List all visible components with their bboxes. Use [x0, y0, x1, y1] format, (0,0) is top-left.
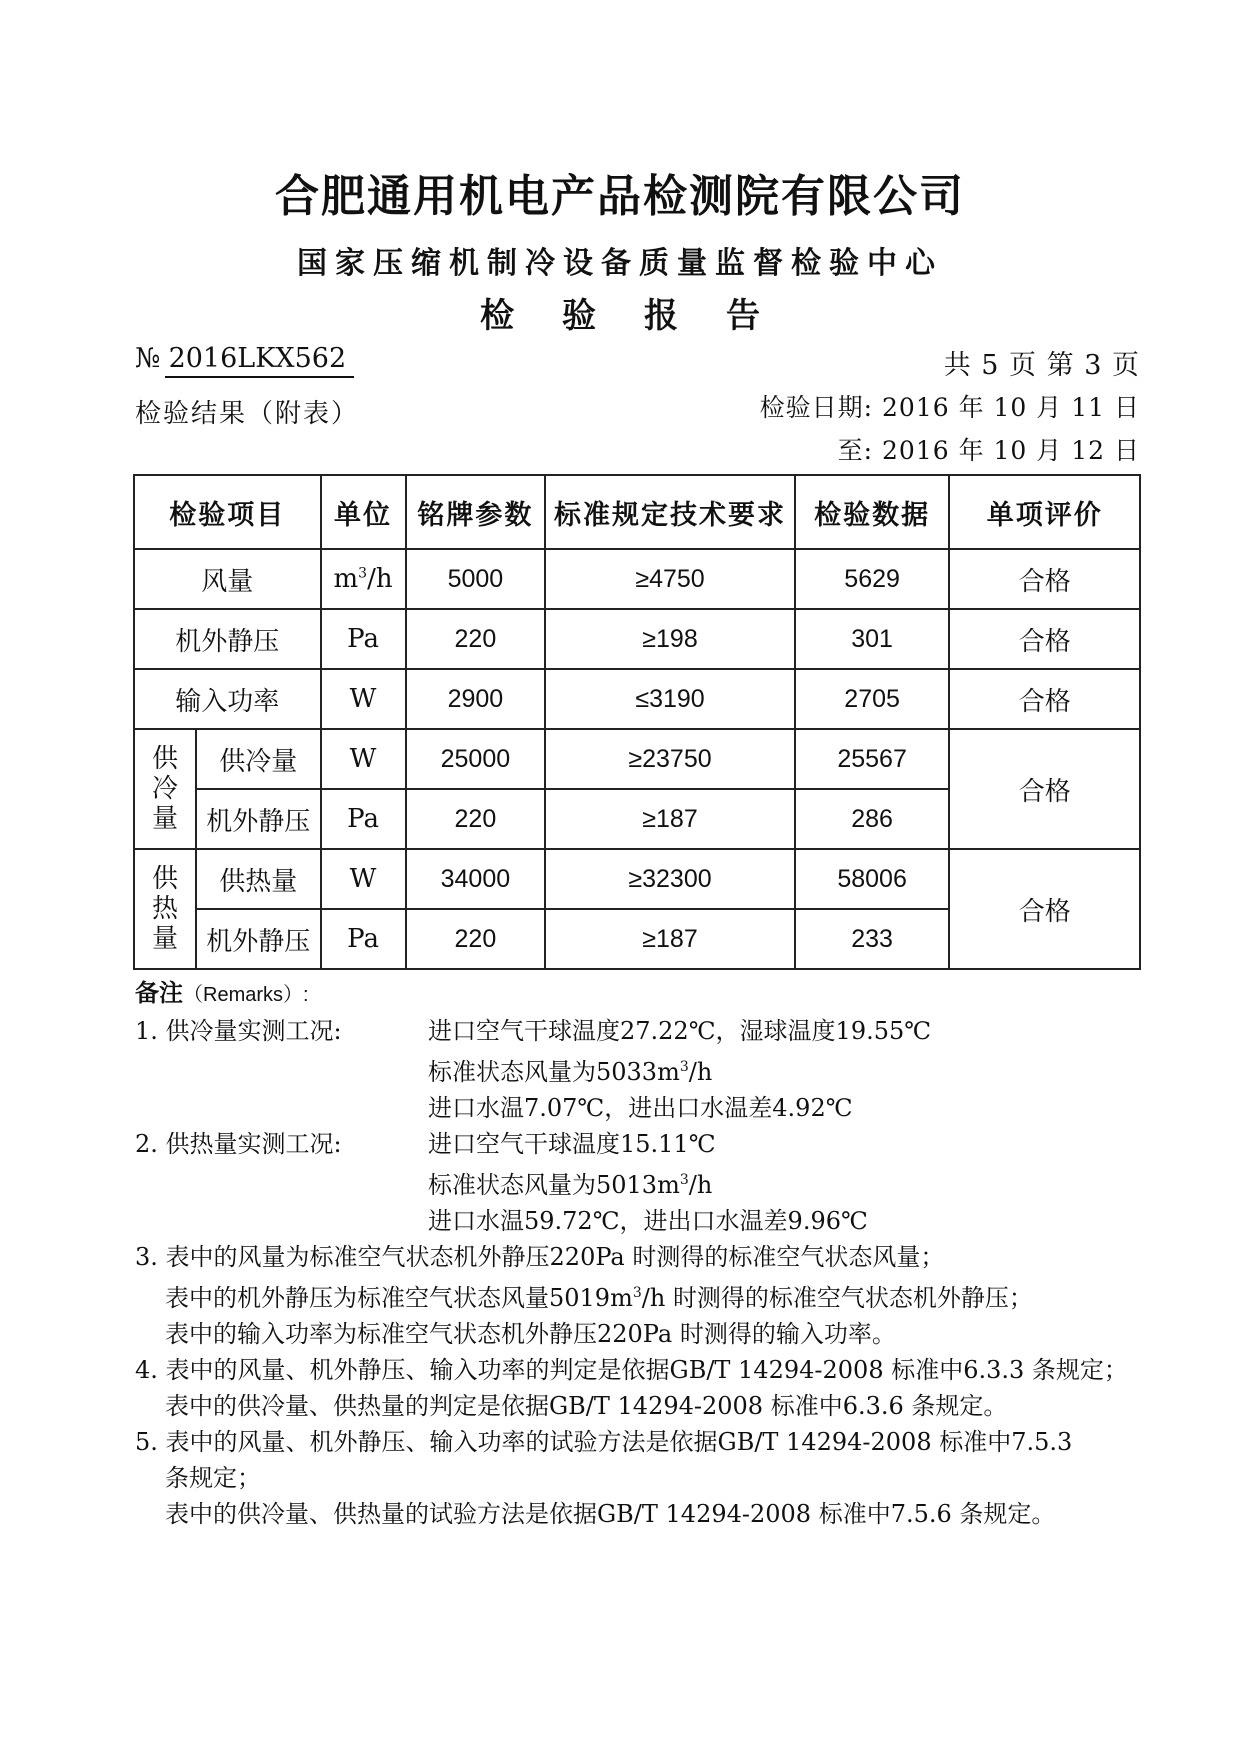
heating-line	[428, 1162, 1145, 1203]
report-number-value: 2016LKX562	[165, 343, 355, 378]
cell-unit: Pa	[321, 909, 406, 969]
cell-item: 机外静压	[196, 909, 321, 969]
unit-tail: /h	[367, 564, 393, 594]
note-3-line: 表中的输入功率为标准空气状态机外静压220Pa 时测得的输入功率。	[165, 1320, 896, 1348]
cell-rated	[406, 669, 546, 729]
note-3-line: 3. 表中的风量为标准空气状态机外静压220Pa 时测得的标准空气状态风量；	[135, 1243, 945, 1271]
cell-rated	[406, 609, 546, 669]
cell-rated	[406, 909, 546, 969]
cooling-airflow-sup: 3	[679, 1059, 689, 1075]
inspection-date-from: 检验日期: 2016 年 10 月 11 日	[759, 393, 1140, 422]
cell-measured	[795, 789, 950, 849]
note-4-line: 4. 表中的风量、机外静压、输入功率的判定是依据GB/T 14294-2008 标准中6.3.3 条规定；	[135, 1356, 1128, 1384]
cell-requirement	[545, 549, 794, 609]
note-5-line: 5. 表中的风量、机外静压、输入功率的试验方法是依据GB/T 14294-2008 标准中7.5.3	[135, 1428, 1073, 1456]
header-requirement: 标准规定技术要求	[545, 475, 794, 549]
heating-conditions-lines	[428, 1126, 1145, 1239]
table-header-row	[134, 475, 1140, 549]
measured-value: 286	[851, 805, 893, 833]
rated-value: 25000	[440, 745, 511, 773]
measured-value: 301	[851, 625, 893, 653]
cooling-airflow-text: 标准状态风量为5033m	[428, 1058, 680, 1086]
cell-item: 机外静压	[134, 609, 321, 669]
cell-measured	[795, 729, 950, 789]
cooling-airflow-unit: /h	[688, 1058, 713, 1086]
requirement-value: ≥198	[642, 625, 698, 653]
note-3-text-tail: /h 时测得的标准空气状态机外静压；	[641, 1284, 1033, 1312]
group-label-heating	[134, 849, 196, 969]
cooling-conditions-lines	[428, 1013, 1145, 1126]
report-title-char: 验	[562, 296, 596, 336]
cell-item: 供热量	[196, 849, 321, 909]
measured-value: 233	[851, 925, 893, 953]
cell-rated	[406, 789, 546, 849]
results-label: 检验结果（附表）	[135, 399, 360, 429]
cell-measured	[795, 549, 950, 609]
requirement-value: ≥4750	[635, 565, 705, 593]
cell-item: 供冷量	[196, 729, 321, 789]
cell-requirement	[545, 729, 794, 789]
note-3-text: 表中的机外静压为标准空气状态风量5019m	[165, 1284, 633, 1312]
report-number-label: №	[135, 343, 161, 374]
heating-airflow-sup: 3	[679, 1172, 689, 1188]
requirement-value: ≥187	[642, 805, 698, 833]
results-table	[133, 474, 1141, 970]
heating-conditions-label: 2. 供热量实测工况:	[135, 1130, 342, 1158]
heating-airflow-text: 标准状态风量为5013m	[428, 1171, 680, 1199]
cell-unit: Pa	[321, 789, 406, 849]
cell-rated	[406, 549, 546, 609]
heating-conditions	[135, 1126, 1145, 1239]
cell-requirement	[545, 669, 794, 729]
cooling-conditions	[135, 1013, 1145, 1126]
cell-unit	[321, 549, 406, 609]
cell-item: 机外静压	[196, 789, 321, 849]
measured-value: 5629	[844, 565, 900, 593]
cell-measured	[795, 909, 950, 969]
group-label-char: 冷	[151, 774, 178, 804]
remarks-title-en: （Remarks）:	[183, 984, 309, 1006]
group-label-char: 热	[151, 894, 178, 924]
note-3-line	[135, 1275, 1145, 1316]
cell-item: 风量	[134, 549, 321, 609]
requirement-value: ≥187	[642, 925, 698, 953]
unit-sup: 3	[358, 565, 368, 582]
cell-unit: W	[321, 669, 406, 729]
cell-rated	[406, 849, 546, 909]
measured-value: 25567	[837, 745, 907, 773]
table-row	[134, 549, 1140, 609]
measured-value: 2705	[844, 685, 900, 713]
group-label-cooling	[134, 729, 196, 849]
note-5-line: 条规定；	[165, 1464, 261, 1492]
group-label-char: 供	[151, 864, 178, 894]
header-rated: 铭牌参数	[406, 475, 546, 549]
rated-value: 34000	[440, 865, 511, 893]
group-label-char: 量	[151, 924, 178, 954]
remarks-title	[135, 975, 1145, 1013]
cell-requirement	[545, 849, 794, 909]
cell-unit: W	[321, 729, 406, 789]
table-row	[134, 849, 1140, 909]
center-name: 国家压缩机制冷设备质量监督检验中心	[297, 246, 943, 281]
company-name: 合肥通用机电产品检测院有限公司	[275, 171, 965, 222]
measured-value: 58006	[837, 865, 907, 893]
heating-airflow-unit: /h	[688, 1171, 713, 1199]
cooling-line	[428, 1049, 1145, 1090]
cell-requirement	[545, 789, 794, 849]
table-row	[134, 609, 1140, 669]
cell-measured	[795, 609, 950, 669]
rated-value: 220	[454, 925, 497, 953]
cell-rated	[406, 729, 546, 789]
group-label-char: 供	[151, 744, 178, 774]
heating-line: 进口空气干球温度15.11℃	[428, 1130, 716, 1158]
cell-unit: Pa	[321, 609, 406, 669]
header-unit: 单位	[321, 475, 406, 549]
requirement-value: ≥32300	[628, 865, 712, 893]
report-title-char: 报	[644, 296, 678, 336]
note-5-line: 表中的供冷量、供热量的试验方法是依据GB/T 14294-2008 标准中7.5.6 条规定。	[165, 1500, 1056, 1528]
rated-value: 5000	[447, 565, 504, 593]
cell-requirement	[545, 609, 794, 669]
cell-result: 合格	[949, 549, 1140, 609]
group-label-char: 量	[151, 804, 178, 834]
cooling-line: 进口水温7.07℃，进出口水温差4.92℃	[428, 1094, 853, 1122]
note-4-line: 表中的供冷量、供热量的判定是依据GB/T 14294-2008 标准中6.3.6 条规定。	[165, 1392, 1008, 1420]
inspection-date-to: 至: 2016 年 10 月 12 日	[837, 436, 1140, 465]
rated-value: 220	[454, 625, 497, 653]
cooling-conditions-label: 1. 供冷量实测工况:	[135, 1017, 342, 1045]
cell-result: 合格	[949, 609, 1140, 669]
header-item: 检验项目	[134, 475, 321, 549]
cooling-line: 进口空气干球温度27.22℃，湿球温度19.55℃	[428, 1017, 932, 1045]
cell-result: 合格	[949, 729, 1140, 849]
requirement-value: ≤3190	[635, 685, 705, 713]
report-title-char: 告	[726, 296, 760, 336]
note-3-sup: 3	[632, 1285, 642, 1301]
table-row	[134, 729, 1140, 789]
cell-measured	[795, 849, 950, 909]
page-info: 共 5 页 第 3 页	[943, 350, 1140, 381]
report-title	[0, 288, 1240, 337]
remarks-section	[135, 975, 1145, 1532]
cell-requirement	[545, 909, 794, 969]
cell-result: 合格	[949, 669, 1140, 729]
rated-value: 2900	[447, 685, 504, 713]
report-number	[135, 343, 354, 378]
header-measured: 检验数据	[795, 475, 950, 549]
cell-item: 输入功率	[134, 669, 321, 729]
header-result: 单项评价	[949, 475, 1140, 549]
heating-line: 进口水温59.72℃，进出口水温差9.96℃	[428, 1207, 868, 1235]
rated-value: 220	[454, 805, 497, 833]
remarks-title-cn: 备注	[135, 978, 183, 1007]
cell-measured	[795, 669, 950, 729]
cell-result: 合格	[949, 849, 1140, 969]
table-row	[134, 669, 1140, 729]
unit-base: m	[333, 564, 359, 594]
requirement-value: ≥23750	[628, 745, 712, 773]
cell-unit: W	[321, 849, 406, 909]
report-title-char: 检	[480, 296, 514, 336]
